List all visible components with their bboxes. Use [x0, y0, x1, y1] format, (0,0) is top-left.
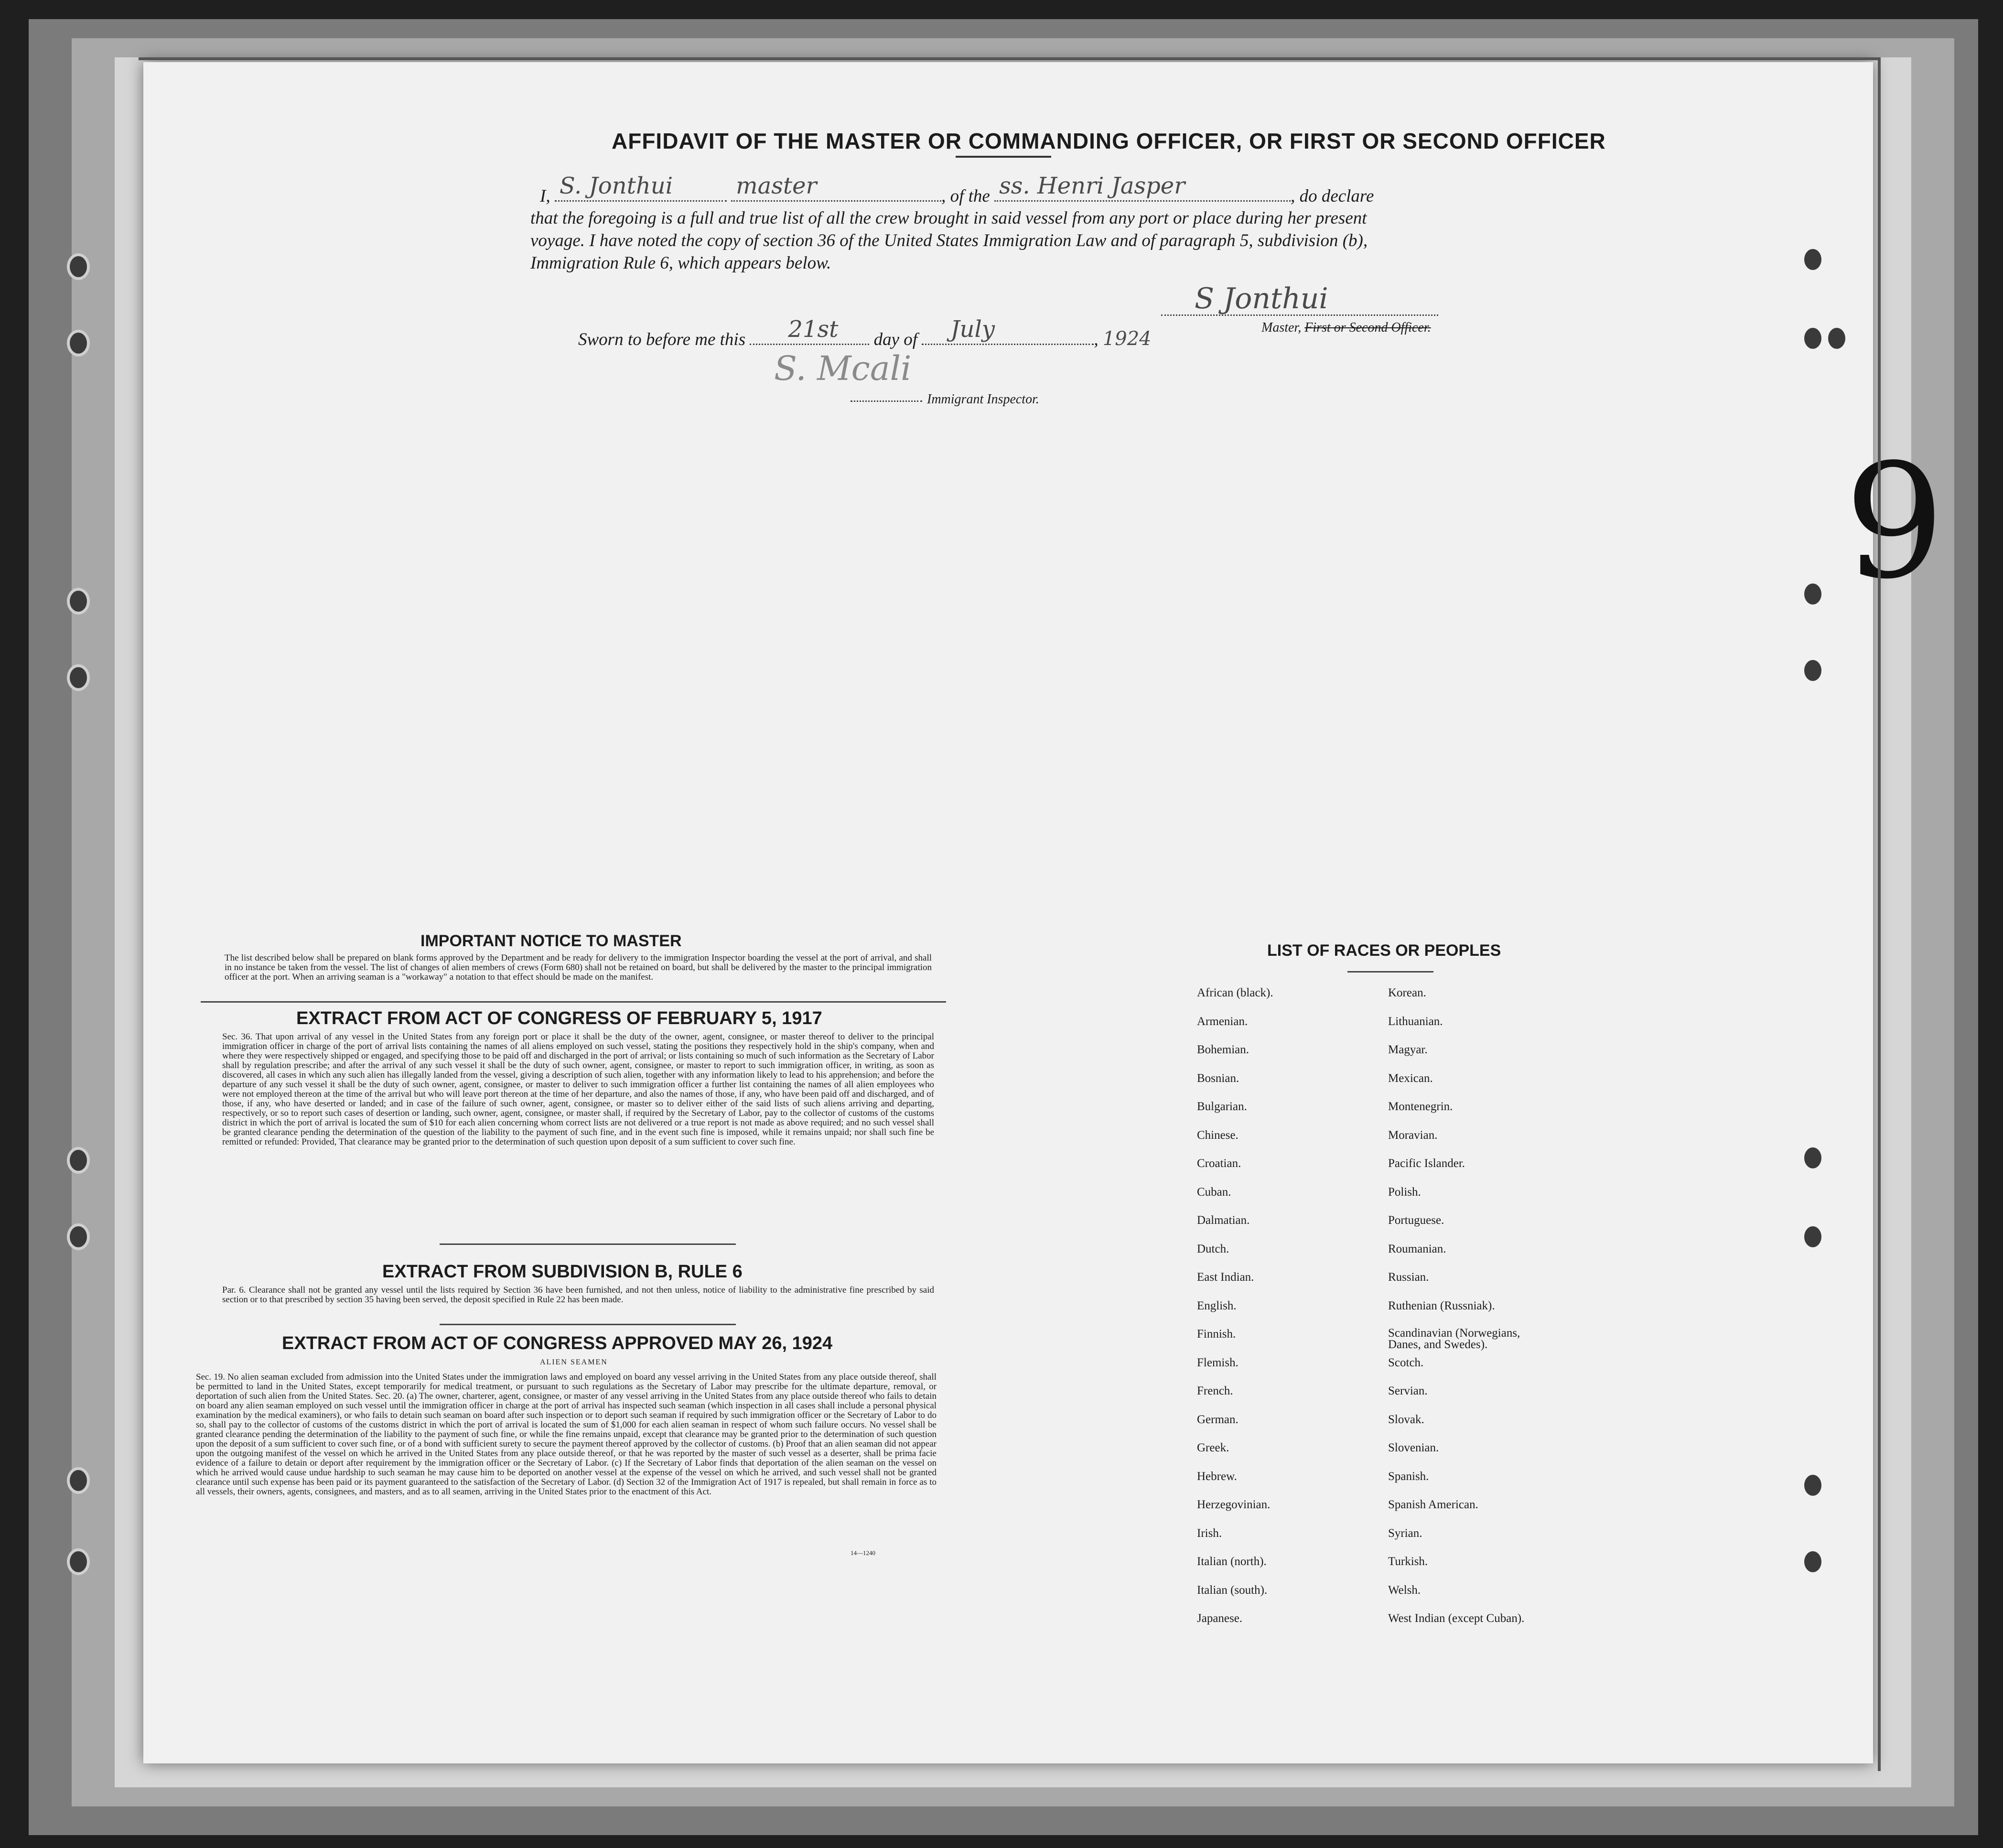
extract-1917-title: EXTRACT FROM ACT OF CONGRESS OF FEBRUARY 5, 1917	[296, 1008, 822, 1028]
notice-title: IMPORTANT NOTICE TO MASTER	[420, 932, 682, 950]
race-item: Herzegovinian.	[1197, 1498, 1271, 1511]
margin-number-mark: 9	[1844, 430, 1945, 614]
race-item: Syrian.	[1388, 1526, 1422, 1540]
extract-rule6-body: Par. 6. Clearance shall not be granted any vessel until the lists required by Section 36 have been furnished, and not then unless, notice of liability to the administrative fine prescribed by said section or to that prescribed by section 35 having been served, the deposit specified in Rule 22 has been made.	[222, 1285, 934, 1305]
declarant-prefix: I,	[540, 186, 550, 206]
affidavit-line-3: voyage. I have noted the copy of section 36 of the United States Immigration Law and of paragraph 5, subdivision (b),	[530, 231, 1368, 250]
race-item: Bosnian.	[1197, 1071, 1239, 1085]
race-item: Spanish.	[1388, 1470, 1429, 1483]
binder-hole	[1801, 1472, 1824, 1499]
race-item: Hebrew.	[1197, 1470, 1237, 1483]
binder-hole	[1801, 1223, 1824, 1250]
inspector-signature: S. Mcali	[774, 349, 912, 388]
sworn-year: 1924	[1102, 328, 1152, 350]
race-item: Montenegrin.	[1388, 1100, 1453, 1113]
race-item: Roumanian.	[1388, 1242, 1446, 1255]
race-item: Dalmatian.	[1197, 1214, 1250, 1227]
race-item: Moravian.	[1388, 1128, 1438, 1142]
race-item: Chinese.	[1197, 1128, 1238, 1142]
race-item: Lithuanian.	[1388, 1015, 1443, 1028]
master-signature-line	[1161, 313, 1438, 316]
race-item: Pacific Islander.	[1388, 1157, 1465, 1170]
divider	[440, 1324, 736, 1325]
binder-hole	[1801, 1548, 1824, 1575]
race-item: Bulgarian.	[1197, 1100, 1247, 1113]
race-item: Korean.	[1388, 986, 1426, 999]
race-item: Cuban.	[1197, 1185, 1231, 1199]
rank-field: master	[731, 184, 941, 202]
race-item: Armenian.	[1197, 1015, 1248, 1028]
race-item: Turkish.	[1388, 1555, 1428, 1568]
race-item: Slovak.	[1388, 1413, 1424, 1426]
race-item: Scotch.	[1388, 1356, 1424, 1369]
race-item: French.	[1197, 1384, 1233, 1397]
binder-hole	[67, 330, 90, 357]
binder-hole	[1801, 657, 1824, 684]
vessel-name-field: ss. Henri Jasper	[994, 184, 1291, 202]
inspector-signature-line	[851, 399, 922, 402]
master-signature: S Jonthui	[1195, 282, 1328, 315]
binder-hole	[67, 253, 90, 280]
extract-1924-subtitle: ALIEN SEAMEN	[540, 1358, 608, 1366]
affidavit-line-2: that the foregoing is a full and true list of all the crew brought in said vessel from any port or place during her present	[530, 208, 1367, 228]
races-title: LIST OF RACES OR PEOPLES	[1267, 941, 1501, 960]
manifest-page	[143, 62, 1945, 1763]
binder-hole	[1801, 325, 1824, 352]
master-signature-label: Master, First or Second Officer.	[1261, 320, 1431, 335]
binder-hole	[67, 1467, 90, 1494]
inspector-label: Immigrant Inspector.	[927, 392, 1039, 407]
race-item: Mexican.	[1388, 1071, 1433, 1085]
binder-hole	[67, 1223, 90, 1250]
affidavit-line-4: Immigration Rule 6, which appears below.	[530, 253, 831, 273]
race-item: Irish.	[1197, 1526, 1222, 1540]
divider	[440, 1243, 736, 1245]
binder-hole	[67, 1147, 90, 1174]
races-left-column	[1197, 986, 1273, 1641]
race-item: West Indian (except Cuban).	[1388, 1612, 1525, 1625]
races-title-underline	[1347, 971, 1433, 973]
extract-1917-body: Sec. 36. That upon arrival of any vessel in the United States from any foreign port or place it shall be the duty of the owner, agent, consignee, or master thereof to deliver to the principal immigration officer in charge of the port of arrival lists containing the names of all aliens employed on such vessel, stating the positions they respectively hold in the ship's company, when and where they were respectively shipped or engaged, and specifying those to be paid off and discharged in the port of arrival; or lists containing so much of such information as the Secretary of Labor shall by regulation prescribe; and after the arrival of any such vessel it shall be the duty of such owner, agent, consignee, or master to report to such immigration officer, in writing, as soon as discovered, all cases in which any such alien has illegally landed from the vessel, giving a description of such alien, together with any information likely to lead to his apprehension; and before the departure of any such vessel it shall be the duty of such owner, agent, consignee, or master to deliver to such immigration officer a further list containing the names of all alien employees who were not employed thereon at the time of the arrival but who will leave port thereon at the time of her departure, and also the names of those, if any, who have been paid off and discharged, and of those, if any, who have deserted or landed; and in case of the failure of such owner, agent, consignee, or master so to deliver either of the said lists of such aliens arriving and departing, respectively, or so to report such cases of desertion or landing, such owner, agent, consignee, or master shall, if required by the Secretary of Labor, pay to the collector of customs of the customs district in which the port of arrival is located the sum of $10 for each alien concerning whom correct lists are not delivered or a true report is not made as above required; and no such vessel shall be granted clearance pending the determination of the question of the liability to the payment of such fine, and in the event such fine is imposed, while it remains unpaid; nor shall such fine be remitted or refunded: Provided, That clearance may be granted prior to the determination of such question upon deposit of a sum sufficient to cover such fine.	[222, 1032, 934, 1147]
race-item: Croatian.	[1197, 1157, 1241, 1170]
binder-hole	[67, 588, 90, 615]
race-item: Magyar.	[1388, 1043, 1428, 1056]
race-item: Japanese.	[1197, 1612, 1243, 1625]
binder-hole	[1801, 581, 1824, 607]
race-item: Bohemian.	[1197, 1043, 1249, 1056]
race-item: German.	[1197, 1413, 1238, 1426]
sworn-day-field: 21st	[750, 327, 869, 345]
race-item: African (black).	[1197, 986, 1273, 999]
race-item: Italian (north).	[1197, 1555, 1267, 1568]
binder-hole	[67, 1548, 90, 1575]
race-item: Flemish.	[1197, 1356, 1238, 1369]
binder-hole	[1825, 325, 1848, 352]
race-item: Finnish.	[1197, 1328, 1236, 1340]
race-item: Slovenian.	[1388, 1441, 1439, 1454]
title-underline	[956, 156, 1051, 158]
race-item: Ruthenian (Russniak).	[1388, 1299, 1495, 1312]
binder-hole	[1801, 246, 1824, 273]
form-number: 14—1240	[851, 1549, 875, 1556]
extract-1924-title: EXTRACT FROM ACT OF CONGRESS APPROVED MAY 26, 1924	[282, 1333, 833, 1353]
master-name-field: S. Jonthui	[555, 184, 727, 202]
race-item: Italian (south).	[1197, 1583, 1268, 1597]
race-item: Scandinavian (Norwegians, Danes, and Swedes).	[1388, 1327, 1520, 1351]
binder-hole	[1801, 1145, 1824, 1171]
extract-1924-body: Sec. 19. No alien seaman excluded from admission into the United States under the immigration laws and employed on board any vessel arriving in the United States from any place outside thereof, shall be permitted to land in the United States, except temporarily for medical treatment, or pursuant to such regulations as the Secretary of Labor may prescribe for the ultimate departure, removal, or deportation of such alien from the United States. Sec. 20. (a) The owner, charterer, agent, consignee, or master of any vessel arriving in the United States from any place outside thereof who fails to detain on board any alien seaman employed on such vessel until the immigration officer in charge at the port of arrival has inspected such seaman (which inspection in all cases shall include a personal physical examination by the medical examiners), or who fails to detain such seaman on board after such inspection or to deport such seaman if required by such immigration officer or the Secretary of Labor to do so, shall pay to the collector of customs of the customs district in which the port of arrival is located the sum of $1,000 for each alien seaman in respect of whom such failure occurs. No vessel shall be granted clearance pending the determination of the liability to the payment of such fine, or while the fine remains unpaid, except that clearance may be granted prior to the determination of such question upon the deposit of a sum sufficient to cover such fine, or of a bond with sufficient surety to secure the payment thereof approved by the collector of customs. (b) Proof that an alien seaman did not appear upon the outgoing manifest of the vessel on which he arrived in the United States from any place outside thereof, or that he was reported by the master of such vessel as a deserter, shall be prima facie evidence of a failure to detain or deport after requirement by the immigration officer or the Secretary of Labor. (c) If the Secretary of Labor finds that deportation of the alien seaman on the vessel on which he arrived would cause undue hardship to such seaman he may cause him to be deported on another vessel at the expense of the vessel on which he arrived, and such vessel shall not be granted clearance until such expense has been paid or its payment guaranteed to the satisfaction of the Secretary of Labor. (d) Section 32 of the Immigration Act of 1917 is repealed, but shall remain in force as to all vessels, their owners, agents, consignees, and masters, and as to all seamen, arriving in the United States prior to the enactment of this Act.	[196, 1372, 937, 1497]
affidavit-title: AFFIDAVIT OF THE MASTER OR COMMANDING OFFICER, OR FIRST OR SECOND OFFICER	[612, 129, 1606, 153]
races-right-column	[1388, 986, 1551, 1641]
race-item: English.	[1197, 1299, 1237, 1312]
binder-hole	[67, 664, 90, 691]
race-item: Servian.	[1388, 1384, 1428, 1397]
race-item: Spanish American.	[1388, 1498, 1478, 1511]
extract-rule6-title: EXTRACT FROM SUBDIVISION B, RULE 6	[382, 1262, 743, 1282]
race-item: Russian.	[1388, 1271, 1429, 1284]
race-item: Polish.	[1388, 1185, 1421, 1199]
race-item: East Indian.	[1197, 1271, 1254, 1284]
race-item: Greek.	[1197, 1441, 1229, 1454]
sworn-line: Sworn to before me this 21st day of July , 1924	[578, 316, 1152, 350]
race-item: Dutch.	[1197, 1242, 1229, 1255]
race-item: Portuguese.	[1388, 1214, 1444, 1227]
divider	[201, 1001, 946, 1003]
affidavit-line-1: I, S. Jonthui master , of the ss. Henri Jasper , do declare	[540, 173, 1374, 206]
race-item: Welsh.	[1388, 1583, 1421, 1597]
notice-body: The list described below shall be prepared on blank forms approved by the Department and be ready for delivery to the immigration Inspector boarding the vessel at the port of arrival, and shall in no instance be taken from the vessel. The list of changes of alien members of crews (Form 680) shall not be retained on board, but shall be delivered by the master to the principal immigration officer at the port. When an arriving seaman is a "workaway" a notation to that effect should be made on the manifest.	[225, 953, 932, 982]
sworn-month-field: July	[922, 327, 1094, 345]
